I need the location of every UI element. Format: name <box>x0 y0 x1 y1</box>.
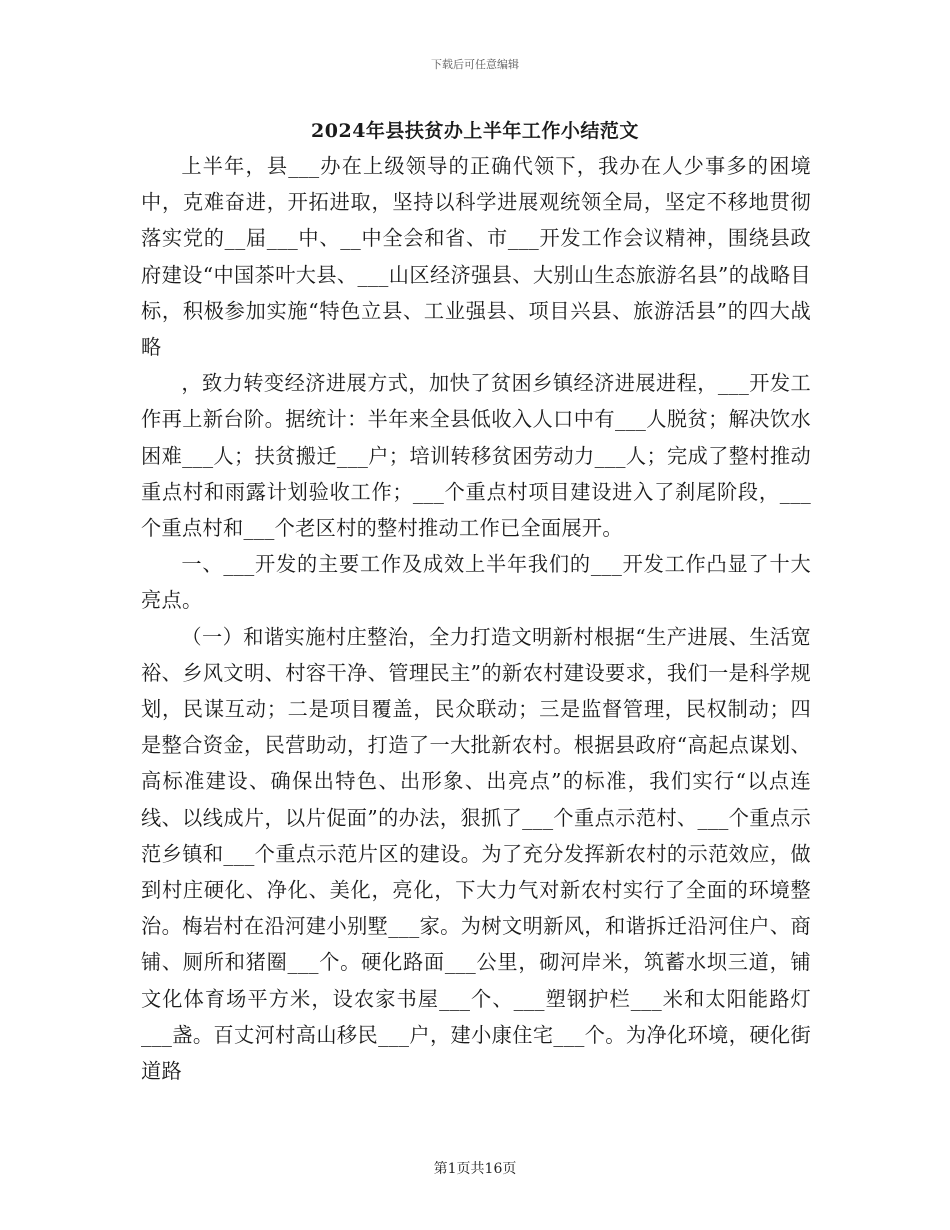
paragraph: ，致力转变经济进展方式，加快了贫困乡镇经济进展进程，___开发工作再上新台阶。据统计：半年来全县低收入人口中有___人脱贫；解决饮水困难___人；扶贫搬迁___户；培训转移贫困劳动力___人；完成了整村推动重点村和雨露计划验收工作；___个重点村项目建设进入了刹尾阶段，___个重点村和___个老区村的整村推动工作已全面展开。 <box>141 371 811 541</box>
document-body <box>141 148 811 1089</box>
document-title: 2024年县扶贫办上半年工作小结范文 <box>311 120 639 142</box>
header-note: 下载后可任意编辑 <box>431 58 519 71</box>
paragraph: 一、___开发的主要工作及成效上半年我们的___开发工作凸显了十大亮点。 <box>141 552 811 613</box>
page-number: 第1页共16页 <box>433 1161 517 1177</box>
paragraph: （一）和谐实施村庄整治，全力打造文明新村根据“生产进展、生活宽裕、乡风文明、村容干净、管理民主”的新农村建设要求，我们一是科学规划，民谋互动；二是项目覆盖，民众联动；三是监督管理，民权制动；四是整合资金，民营助动，打造了一大批新农村。根据县政府“高起点谋划、高标准建设、确保出特色、出形象、出亮点”的标准，我们实行“以点连线、以线成片，以片促面”的办法，狠抓了___个重点示范村、___个重点示范乡镇和___个重点示范片区的建设。为了充分发挥新农村的示范效应，做到村庄硬化、净化、美化，亮化，下大力气对新农村实行了全面的环境整治。梅岩村在沿河建小别墅___家。为树文明新风，和谐拆迁沿河住户、商铺、厕所和猪圈___个。硬化路面___公里，砌河岸米，筑蓄水坝三道，铺文化体育场平方米，设农家书屋___个、___塑钢护栏___米和太阳能路灯___盏。百丈河村高山移民___户，建小康住宅___个。为净化环境，硬化街道路 <box>141 624 811 1084</box>
paragraph: 上半年，县___办在上级领导的正确代领下，我办在人少事多的困境中，克难奋进，开拓进取，坚持以科学进展观统领全局，坚定不移地贯彻落实党的__届___中、__中全会和省、市___开发工作会议精神，围绕县政府建设“中国茶叶大县、___山区经济强县、大别山生态旅游名县”的战略目标，积极参加实施“特色立县、工业强县、项目兴县、旅游活县”的四大战略 <box>141 154 811 360</box>
